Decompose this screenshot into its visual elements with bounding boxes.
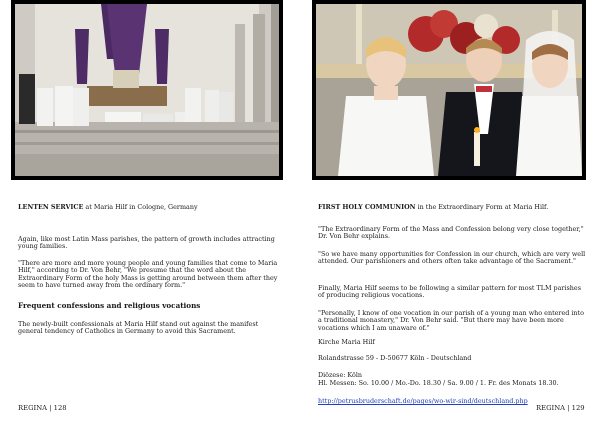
right-paragraph-1: "The Extraordinary Form of the Mass and Confession belong very close together," Dr. Von Behr explains. xyxy=(318,225,584,241)
lenten-service-image xyxy=(15,4,279,176)
left-page-footer: REGINA | 128 xyxy=(18,404,67,412)
right-caption-rest: in the Extraordinary Form at Maria Hilf. xyxy=(415,203,549,211)
address-street: Rolandstrasse 59 - D-50677 Köln - Deutschland xyxy=(318,354,472,362)
right-page-footer: REGINA | 129 xyxy=(536,404,585,412)
left-caption-bold: LENTEN SERVICE xyxy=(18,203,84,211)
left-paragraph-3: The newly-built confessionals at Maria Hilf stand out against the manifest general tendency of Catholics in Germany to avoid this Sacrament. xyxy=(18,320,259,336)
right-paragraph-2: "So we have many opportunities for Confession in our church, which are very well attended. Our parishioners and others often take advantage of the Sacrament." xyxy=(318,250,586,266)
left-paragraph-2: "There are more and more young people and young families that come to Maria Hilf," according to Dr. Von Behr, "We presume that the word about the Extraordinary Form of the holy Mass is getting around between them after they seem to have turned away from the ordinary form." xyxy=(18,259,278,290)
left-caption xyxy=(18,204,284,211)
website-link[interactable]: http://petrusbruderschaft.de/pages/wo-wir-sind/deutschland.php xyxy=(318,397,528,405)
right-caption xyxy=(318,204,586,211)
right-page xyxy=(300,0,600,424)
right-paragraph-4: "Personally, I know of one vocation in our parish of a young man who entered into a traditional monastery," Dr. Von Behr said. "But there may have been more vocations which I am unaware of." xyxy=(318,309,584,332)
left-paragraph-1: Again, like most Latin Mass parishes, the pattern of growth includes attracting young families. xyxy=(18,235,275,251)
right-caption-bold: FIRST HOLY COMMUNION xyxy=(318,203,416,211)
address-mass-times: Hl. Messen: So. 10.00 / Mo.-Do. 18.30 / Sa. 9.00 / 1. Fr. des Monats 18.30. xyxy=(318,379,559,387)
address-church-name: Kirche Maria Hilf xyxy=(318,338,375,346)
right-paragraph-3: Finally, Maria Hilf seems to be following a similar pattern for most TLM parishes of producing religious vocations. xyxy=(318,284,581,300)
address-diocese: Diözese: Köln xyxy=(318,371,363,379)
first-communion-image xyxy=(316,4,582,176)
left-caption-rest: at Maria Hilf in Cologne, Germany xyxy=(83,203,198,211)
first-communion-photo xyxy=(312,0,586,180)
left-subhead: Frequent confessions and religious vocations xyxy=(18,301,201,310)
lenten-service-photo xyxy=(11,0,283,180)
